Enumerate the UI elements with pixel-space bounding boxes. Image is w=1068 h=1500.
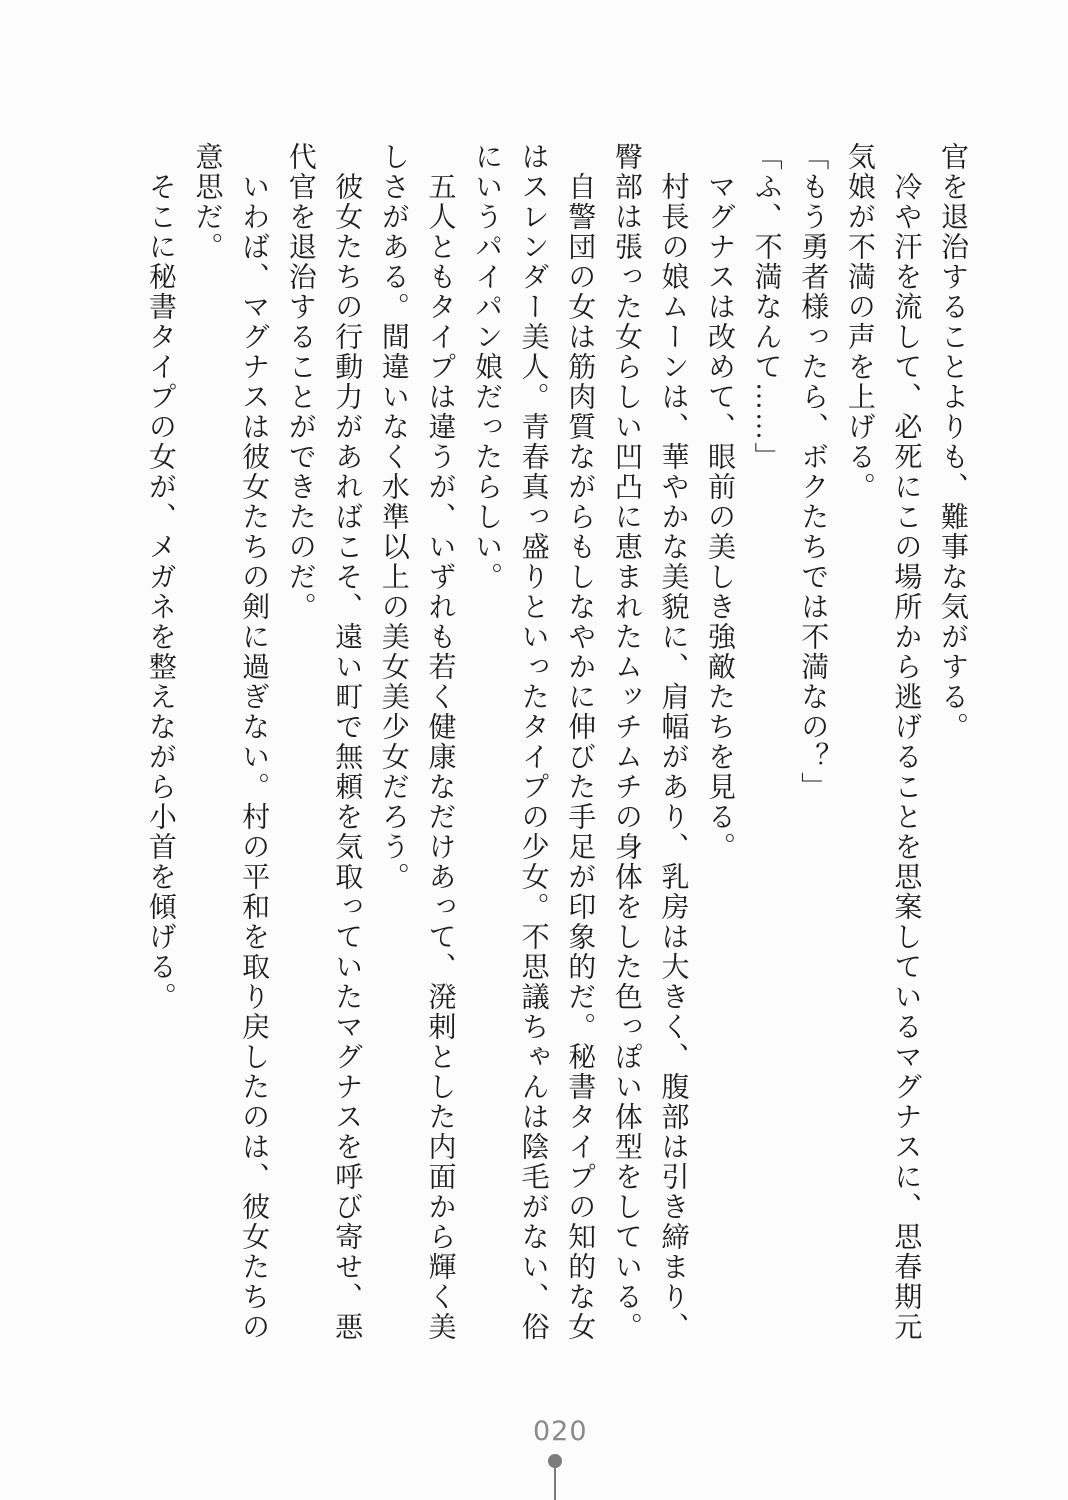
text-column: 冷や汗を流して、必死にこの場所から逃げることを思案しているマグナスに、思春期元 bbox=[890, 142, 922, 1342]
text-column: マグナスは改めて、眼前の美しき強敵たちを見る。 bbox=[704, 142, 736, 862]
text-column: はスレンダー美人。青春真っ盛りといったタイプの少女。不思議ちゃんは陰毛がない、俗 bbox=[517, 142, 549, 1342]
text-column: そこに秘書タイプの女が、メガネを整えながら小首を傾げる。 bbox=[144, 142, 176, 1012]
text-column: 彼女たちの行動力があればこそ、遠い町で無頼を気取っていたマグナスを呼び寄せ、悪 bbox=[331, 142, 363, 1342]
text-column: 臀部は張った女らしい凹凸に恵まれたムッチムチの身体をした色っぽい体型をしている。 bbox=[610, 142, 642, 1342]
text-column: 「もう勇者様ったら、ボクたちでは不満なの？」 bbox=[797, 142, 829, 802]
text-column: にいうパイパン娘だったらしい。 bbox=[471, 142, 503, 592]
text-column: 「ふ、不満なんて……」 bbox=[750, 142, 782, 472]
text-column: 代官を退治することができたのだ。 bbox=[284, 142, 316, 622]
text-column: 意思だ。 bbox=[191, 142, 223, 262]
page-marker-line bbox=[554, 1461, 556, 1500]
text-column: 村長の娘ムーンは、華やかな美貌に、肩幅があり、乳房は大きく、腹部は引き締まり、 bbox=[657, 142, 689, 1342]
text-column: いわば、マグナスは彼女たちの剣に過ぎない。村の平和を取り戻したのは、彼女たちの bbox=[238, 142, 270, 1342]
text-column: しさがある。間違いなく水準以上の美女美少女だろう。 bbox=[377, 142, 409, 892]
text-column: 自警団の女は筋肉質ながらもしなやかに伸びた手足が印象的だ。秘書タイプの知的な女 bbox=[564, 142, 596, 1342]
text-column: 五人ともタイプは違うが、いずれも若く健康なだけあって、溌剌とした内面から輝く美 bbox=[424, 142, 456, 1342]
page-number: 020 bbox=[533, 1416, 588, 1447]
text-column: 官を退治することよりも、難事な気がする。 bbox=[937, 142, 968, 742]
text-column: 気娘が不満の声を上げる。 bbox=[843, 142, 875, 502]
page-text bbox=[135, 142, 975, 1367]
